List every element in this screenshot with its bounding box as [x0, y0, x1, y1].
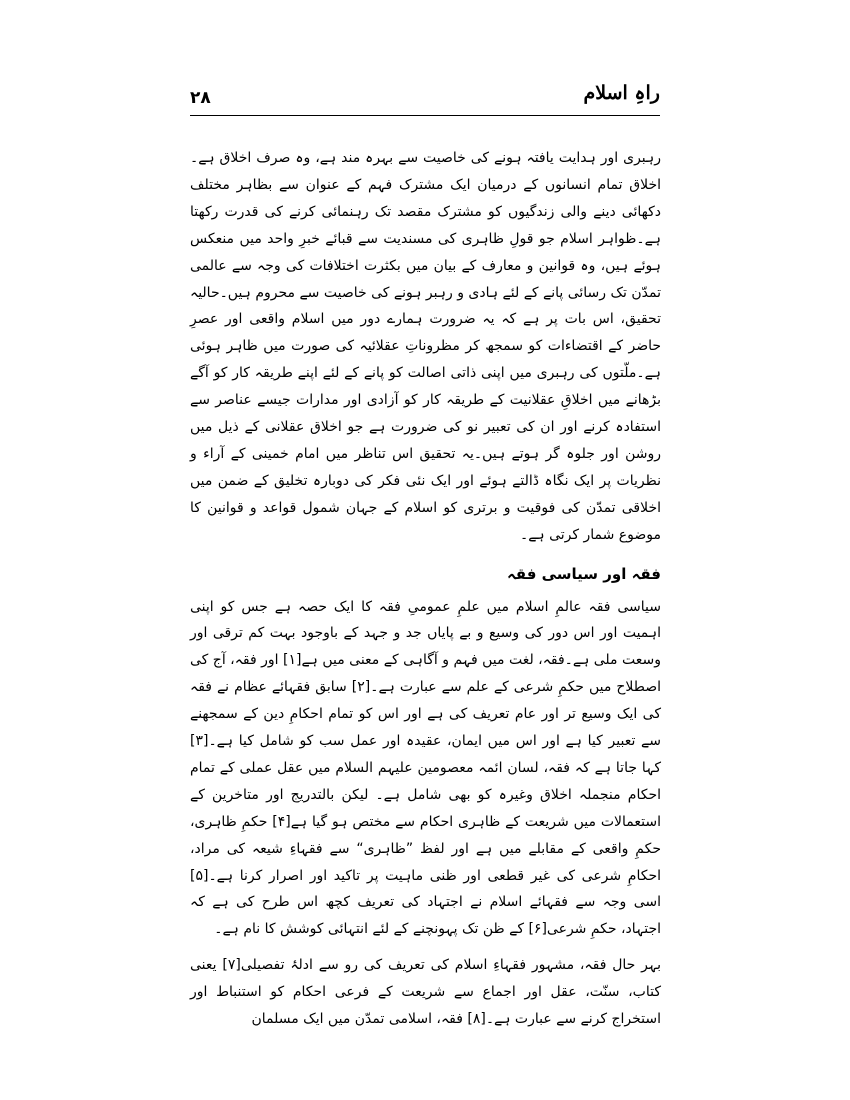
- paragraph-3: بہر حال فقہ، مشہور فقہاءِ اسلام کی تعریف کی رو سے ادلۂ تفصیلی[۷] یعنی کتاب، سنّت، عقل اور اجماع سے شریعت کے فرعی احکام کو استنباط اور استخراج کرنے سے عبارت ہے۔[۸] فقہ، اسلامی تمدّن میں ایک مسلمان: [190, 957, 661, 1028]
- page-header: [190, 82, 660, 118]
- paragraph-2: سیاسی فقہ عالمِ اسلام میں علمِ عمومیِ فقہ کا ایک حصہ ہے جس کو اپنی اہمیت اور اس دور کی وسیع و بے پایاں جد و جہد کے باوجود بہت کم ترقی اور وسعت ملی ہے۔فقہ، لغت میں فہم و آگاہی کے معنی میں ہے[۱] اور فقہ، آج کی اصطلاح میں حکمِ شرعی کے علم سے عبارت ہے۔[۲] سابق فقہائے عظام نے فقہ کی ایک وسیع تر اور عام تعریف کی ہے اور اس کو تمام احکامِ دین کے سمجھنے سے تعبیر کیا ہے اور اس میں ایمان، عقیدہ اور عمل سب کو شامل کیا ہے۔[۳] کہا جاتا ہے کہ فقہ، لسان ائمہ معصومین علیہم السلام میں عقل عملی کے تمام احکام منجملہ اخلاق وغیرہ کو بھی شامل ہے۔ لیکن بالتدریج اور متاخرین کے استعمالات میں شریعت کے ظاہری احکام سے مختص ہو گیا ہے[۴] حکمِ ظاہری، حکمِ واقعی کے مقابلے میں ہے اور لفظ ”ظاہری“ سے فقہاءِ شیعہ کی مراد، احکامِ شرعی کی غیر قطعی اور ظنی ماہیت پر تاکید اور اصرار کرنا ہے۔[۵] اسی وجہ سے فقہائے اسلام نے اجتہاد کی تعریف کچھ اس طرح کی ہے کہ اجتہاد، حکمِ شرعی[۶] کے ظن تک پہونچنے کے لئے انتہائی کوشش کا نام ہے۔: [190, 598, 661, 938]
- section-heading: فقہ اور سیاسی فقہ: [506, 564, 661, 583]
- header-rule: [190, 115, 660, 116]
- page-number: ۲۸: [190, 88, 211, 108]
- body-text: [190, 145, 661, 1033]
- paragraph-1: رہبری اور ہدایت یافتہ ہونے کی خاصیت سے بہرہ مند ہے، وہ صرف اخلاق ہے۔اخلاق تمام انسانوں کے درمیان ایک مشترک فہم کے عنوان سے بظاہر مختلف دکھائی دینے والی زندگیوں کو مشترک مقصد تک رہنمائی کرنے کی قدرت رکھتا ہے۔ظواہر اسلام جو قولِ ظاہری کی مسندیت سے قبائے خبرِ واحد میں منعکس ہوئے ہیں، وہ قوانین و معارف کے بیان میں بکثرت اختلافات کی وجہ سے عالمی تمدّن تک رسائی پانے کے لئے ہادی و رہبر ہونے کی خاصیت سے محروم ہیں۔حالیہ تحقیق، اس بات پر ہے کہ یہ ضرورت ہمارے دور میں اسلام واقعی اور عصرِ حاضر کے اقتضاءات کو سمجھ کر مظروناتِ عقلائیہ کی صورت میں ظاہر ہوئی ہے۔ملّتوں کی رہبری میں اپنی ذاتی اصالت کو پانے کے لئے اپنے طریقہ کار کو آگے بڑھانے میں اخلاقِ عقلانیت کے طریقہ کار کو آزادی اور مدارات جیسے عناصر سے استفادہ کرنے اور ان کی تعبیر نو کی ضرورت ہے جو اخلاق عقلانی کے ذیل میں روشن اور جلوہ گر ہوتے ہیں۔یہ تحقیق اس تناظر میں امام خمینی کے آراء و نظریات پر ایک نگاہ ڈالتے ہوئے اور ایک نئی فکر کی دوبارہ تخلیق کے ضمن میں اخلاقی تمدّن کی فوقیت و برتری کو اسلام کے جہان شمول قواعد و قوانین کا موضوع شمار کرتی ہے۔: [189, 150, 661, 543]
- running-title: راہِ اسلام: [583, 82, 660, 104]
